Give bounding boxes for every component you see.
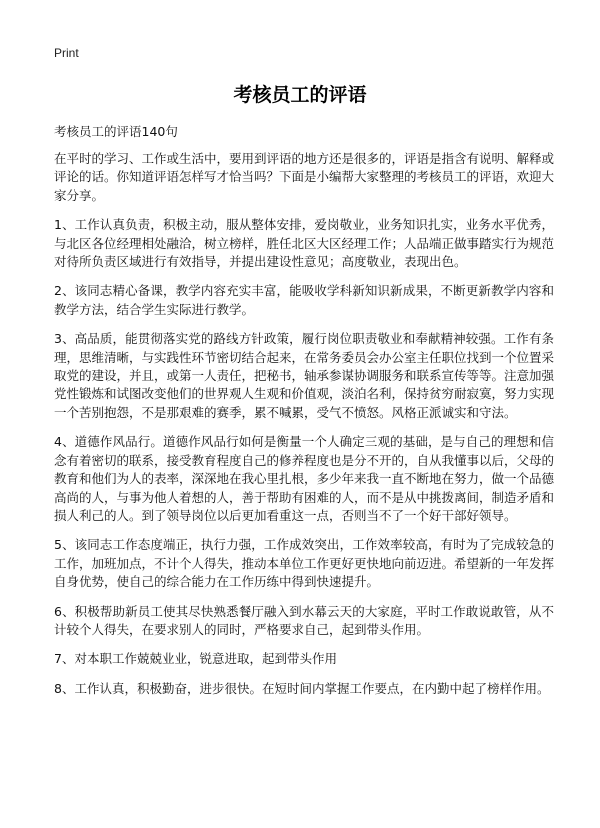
comment-paragraph-5: 5、该同志工作态度端正，执行力强，工作成效突出，工作效率较高，有时为了完成较急的工作，加班加点，不计个人得失，推动本单位工作更好更快地向前迈进。希望新的一年发挥自身优势，使自己的综合能力在工作历练中得到快速提升。 bbox=[54, 537, 555, 590]
comment-paragraph-1: 1、工作认真负责，积极主动，服从整体安排，爱岗敬业，业务知识扎实，业务水平优秀，与北区各位经理相处融洽，树立榜样，胜任北区大区经理工作；人品端正做事踏实行为规范对待所负责区域进行有效指导，并提出建设性意见；高度敬业，表现出色。 bbox=[54, 217, 555, 270]
document-subtitle: 考核员工的评语140句 bbox=[54, 124, 178, 139]
comment-paragraph-2: 2、该同志精心备课，教学内容充实丰富，能吸收学科新知识新成果，不断更新教学内容和教学方法，结合学生实际进行教学。 bbox=[54, 283, 554, 317]
comment-paragraph-3: 3、高品质，能贯彻落实党的路线方针政策，履行岗位职责敬业和奉献精神较强。工作有条理，思维清晰，与实践性环节密切结合起来，在常务委员会办公室主任职位找到一个位置采取党的建设，并且，或第一人责任，把秘书，轴承参谋协调服务和联系宣传等等。注意加强党性锻炼和试图改变他们的世界观人生观和价值观，淡泊名利，保持贫穷耐寂寞，努力实现一个苦别抱怨，不是那艰难的赛季，累不喊累，受气不愤怒。风格正派诚实和守法。 bbox=[54, 331, 555, 420]
print-label[interactable]: Print bbox=[54, 46, 79, 60]
comment-paragraph-8: 8、工作认真，积极勤奋，进步很快。在短时间内掌握工作要点，在内勤中起了榜样作用。 bbox=[54, 680, 550, 696]
intro-paragraph: 在平时的学习、工作或生活中，要用到评语的地方还是很多的，评语是指含有说明、解释或评论的话。你知道评语怎样写才恰当吗？下面是小编帮大家整理的考核员工的评语，欢迎大家分享。 bbox=[54, 151, 555, 203]
comment-paragraph-4: 4、道德作风品行。道德作风品行如何是衡量一个人确定三观的基础，是与自己的理想和信念有着密切的联系，接受教育程度自己的修养程度也是分不开的，自从我懂事以后，父母的教育和他们为人的表率，深深地在我心里扎根，多少年来我一直不断地在努力，做一个品德高尚的人，与事为他人着想的人，善于帮助有困难的人，而不是从中挑拨离间，制造矛盾和损人利己的人。到了领导岗位以后更加看重这一点，否则当不了一个好干部好领导。 bbox=[54, 434, 555, 523]
comment-paragraph-6: 6、积极帮助新员工使其尽快熟悉餐厅融入到水幕云天的大家庭，平时工作敢说敢管，从不计较个人得失，在要求别人的同时，严格要求自己，起到带头作用。 bbox=[54, 603, 554, 637]
comment-paragraph-7: 7、对本职工作兢兢业业，锐意进取，起到带头作用 bbox=[54, 651, 337, 667]
document-body bbox=[54, 150, 554, 709]
document-title: 考核员工的评语 bbox=[233, 84, 367, 106]
